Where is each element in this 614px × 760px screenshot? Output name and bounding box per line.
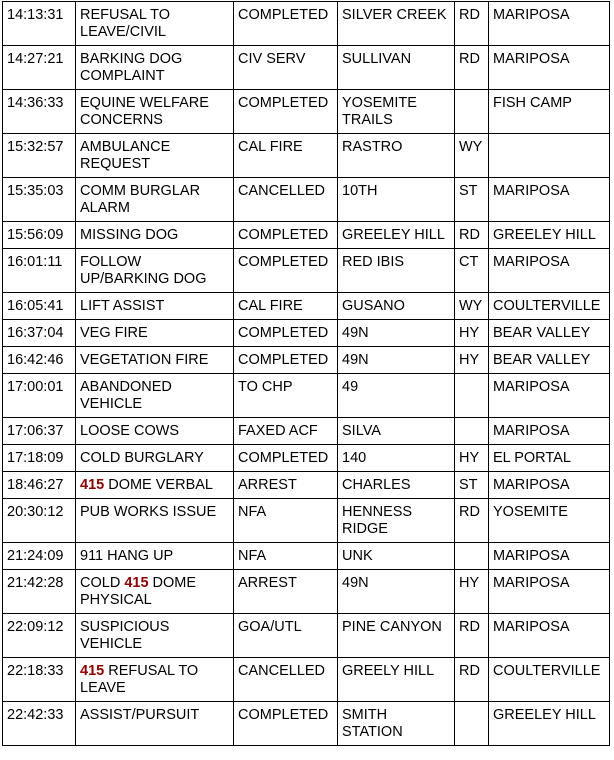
- time-cell: 16:05:41: [3, 293, 76, 320]
- street-cell: GREELEY HILL: [338, 222, 455, 249]
- table-row: [3, 658, 610, 702]
- disposition-cell: NFA: [234, 499, 338, 543]
- street-suffix-cell: ST: [455, 178, 489, 222]
- incident-cell: [76, 472, 234, 499]
- city-cell: MARIPOSA: [489, 614, 610, 658]
- incident-text: PUB WORKS ISSUE: [80, 504, 217, 520]
- disposition-cell: CANCELLED: [234, 178, 338, 222]
- street-suffix-cell: [455, 374, 489, 418]
- city-cell: MARIPOSA: [489, 249, 610, 293]
- time-cell: 15:32:57: [3, 134, 76, 178]
- call-log-body: [3, 2, 610, 746]
- disposition-cell: COMPLETED: [234, 222, 338, 249]
- street-suffix-cell: RD: [455, 658, 489, 702]
- table-row: [3, 46, 610, 90]
- disposition-cell: CAL FIRE: [234, 134, 338, 178]
- incident-cell: [76, 658, 234, 702]
- incident-code: 415: [80, 663, 105, 679]
- street-suffix-cell: [455, 702, 489, 746]
- street-suffix-cell: HY: [455, 570, 489, 614]
- incident-text: AMBULANCE REQUEST: [80, 139, 171, 172]
- incident-text: LOOSE COWS: [80, 423, 180, 439]
- street-suffix-cell: RD: [455, 499, 489, 543]
- time-cell: 22:42:33: [3, 702, 76, 746]
- disposition-cell: GOA/UTL: [234, 614, 338, 658]
- incident-cell: [76, 614, 234, 658]
- incident-cell: [76, 374, 234, 418]
- city-cell: GREELEY HILL: [489, 702, 610, 746]
- disposition-cell: CIV SERV: [234, 46, 338, 90]
- incident-cell: [76, 134, 234, 178]
- street-cell: GUSANO: [338, 293, 455, 320]
- street-suffix-cell: ST: [455, 472, 489, 499]
- incident-text: COMM BURGLAR ALARM: [80, 183, 201, 216]
- time-cell: 17:00:01: [3, 374, 76, 418]
- time-cell: 22:09:12: [3, 614, 76, 658]
- table-row: [3, 418, 610, 445]
- incident-text: DOME VERBAL: [104, 477, 213, 493]
- disposition-cell: COMPLETED: [234, 320, 338, 347]
- disposition-cell: COMPLETED: [234, 2, 338, 46]
- incident-cell: [76, 2, 234, 46]
- table-row: [3, 2, 610, 46]
- street-suffix-cell: HY: [455, 445, 489, 472]
- disposition-cell: FAXED ACF: [234, 418, 338, 445]
- incident-code: 415: [80, 477, 105, 493]
- city-cell: MARIPOSA: [489, 178, 610, 222]
- city-cell: MARIPOSA: [489, 472, 610, 499]
- incident-cell: [76, 418, 234, 445]
- incident-cell: [76, 499, 234, 543]
- city-cell: FISH CAMP: [489, 90, 610, 134]
- incident-text: LIFT ASSIST: [80, 298, 165, 314]
- incident-text: COLD: [80, 575, 125, 591]
- time-cell: 16:42:46: [3, 347, 76, 374]
- disposition-cell: COMPLETED: [234, 347, 338, 374]
- table-row: [3, 374, 610, 418]
- street-suffix-cell: HY: [455, 347, 489, 374]
- incident-code: 415: [124, 575, 149, 591]
- incident-cell: [76, 222, 234, 249]
- incident-cell: [76, 293, 234, 320]
- city-cell: MARIPOSA: [489, 374, 610, 418]
- street-cell: YOSEMITE TRAILS: [338, 90, 455, 134]
- incident-text: EQUINE WELFARE CONCERNS: [80, 95, 209, 128]
- city-cell: MARIPOSA: [489, 2, 610, 46]
- table-row: [3, 134, 610, 178]
- incident-text: COLD BURGLARY: [80, 450, 204, 466]
- incident-text: VEG FIRE: [80, 325, 148, 341]
- incident-cell: [76, 90, 234, 134]
- time-cell: 17:18:09: [3, 445, 76, 472]
- street-suffix-cell: HY: [455, 320, 489, 347]
- city-cell: BEAR VALLEY: [489, 347, 610, 374]
- street-cell: SMITH STATION: [338, 702, 455, 746]
- incident-text: ASSIST/PURSUIT: [80, 707, 200, 723]
- incident-cell: [76, 320, 234, 347]
- incident-cell: [76, 543, 234, 570]
- street-cell: HENNESS RIDGE: [338, 499, 455, 543]
- table-row: [3, 570, 610, 614]
- time-cell: 22:18:33: [3, 658, 76, 702]
- incident-cell: [76, 249, 234, 293]
- table-row: [3, 543, 610, 570]
- street-cell: CHARLES: [338, 472, 455, 499]
- table-row: [3, 499, 610, 543]
- time-cell: 14:36:33: [3, 90, 76, 134]
- table-row: [3, 445, 610, 472]
- incident-cell: [76, 178, 234, 222]
- street-suffix-cell: [455, 543, 489, 570]
- table-row: [3, 472, 610, 499]
- street-suffix-cell: [455, 90, 489, 134]
- incident-text: SUSPICIOUS VEHICLE: [80, 619, 170, 652]
- disposition-cell: CANCELLED: [234, 658, 338, 702]
- street-suffix-cell: RD: [455, 2, 489, 46]
- time-cell: 21:24:09: [3, 543, 76, 570]
- street-suffix-cell: [455, 418, 489, 445]
- street-cell: 10TH: [338, 178, 455, 222]
- incident-cell: [76, 702, 234, 746]
- incident-text: DOME PHYSICAL: [80, 575, 197, 608]
- street-cell: 49N: [338, 320, 455, 347]
- time-cell: 15:35:03: [3, 178, 76, 222]
- table-row: [3, 249, 610, 293]
- time-cell: 15:56:09: [3, 222, 76, 249]
- street-cell: PINE CANYON: [338, 614, 455, 658]
- time-cell: 16:01:11: [3, 249, 76, 293]
- time-cell: 20:30:12: [3, 499, 76, 543]
- call-log-table: [2, 1, 610, 746]
- call-log: [2, 1, 610, 746]
- incident-text: MISSING DOG: [80, 227, 179, 243]
- incident-text: VEGETATION FIRE: [80, 352, 209, 368]
- incident-text: REFUSAL TO LEAVE/CIVIL: [80, 7, 170, 40]
- incident-cell: [76, 46, 234, 90]
- street-cell: RED IBIS: [338, 249, 455, 293]
- disposition-cell: COMPLETED: [234, 90, 338, 134]
- city-cell: MARIPOSA: [489, 46, 610, 90]
- disposition-cell: NFA: [234, 543, 338, 570]
- city-cell: COULTERVILLE: [489, 658, 610, 702]
- time-cell: 18:46:27: [3, 472, 76, 499]
- city-cell: MARIPOSA: [489, 418, 610, 445]
- time-cell: 21:42:28: [3, 570, 76, 614]
- time-cell: 16:37:04: [3, 320, 76, 347]
- street-cell: 140: [338, 445, 455, 472]
- city-cell: MARIPOSA: [489, 543, 610, 570]
- city-cell: EL PORTAL: [489, 445, 610, 472]
- street-cell: UNK: [338, 543, 455, 570]
- disposition-cell: COMPLETED: [234, 445, 338, 472]
- street-cell: 49N: [338, 570, 455, 614]
- street-suffix-cell: WY: [455, 134, 489, 178]
- incident-text: BARKING DOG COMPLAINT: [80, 51, 183, 84]
- street-cell: 49N: [338, 347, 455, 374]
- street-cell: RASTRO: [338, 134, 455, 178]
- street-suffix-cell: RD: [455, 614, 489, 658]
- disposition-cell: CAL FIRE: [234, 293, 338, 320]
- disposition-cell: ARREST: [234, 570, 338, 614]
- incident-text: ABANDONED VEHICLE: [80, 379, 172, 412]
- table-row: [3, 178, 610, 222]
- table-row: [3, 702, 610, 746]
- table-row: [3, 293, 610, 320]
- time-cell: 14:13:31: [3, 2, 76, 46]
- incident-cell: [76, 570, 234, 614]
- city-cell: YOSEMITE: [489, 499, 610, 543]
- table-row: [3, 90, 610, 134]
- city-cell: [489, 134, 610, 178]
- incident-text: REFUSAL TO LEAVE: [80, 663, 199, 696]
- street-cell: 49: [338, 374, 455, 418]
- incident-cell: [76, 445, 234, 472]
- city-cell: GREELEY HILL: [489, 222, 610, 249]
- disposition-cell: COMPLETED: [234, 249, 338, 293]
- street-cell: GREELY HILL: [338, 658, 455, 702]
- time-cell: 14:27:21: [3, 46, 76, 90]
- table-row: [3, 347, 610, 374]
- street-cell: SULLIVAN: [338, 46, 455, 90]
- street-suffix-cell: WY: [455, 293, 489, 320]
- disposition-cell: COMPLETED: [234, 702, 338, 746]
- time-cell: 17:06:37: [3, 418, 76, 445]
- street-suffix-cell: RD: [455, 222, 489, 249]
- table-row: [3, 222, 610, 249]
- street-cell: SILVA: [338, 418, 455, 445]
- street-suffix-cell: CT: [455, 249, 489, 293]
- disposition-cell: TO CHP: [234, 374, 338, 418]
- disposition-cell: ARREST: [234, 472, 338, 499]
- table-row: [3, 614, 610, 658]
- street-cell: SILVER CREEK: [338, 2, 455, 46]
- table-row: [3, 320, 610, 347]
- incident-text: FOLLOW UP/BARKING DOG: [80, 254, 207, 287]
- city-cell: MARIPOSA: [489, 570, 610, 614]
- city-cell: COULTERVILLE: [489, 293, 610, 320]
- incident-text: 911 HANG UP: [80, 548, 174, 564]
- street-suffix-cell: RD: [455, 46, 489, 90]
- city-cell: BEAR VALLEY: [489, 320, 610, 347]
- incident-cell: [76, 347, 234, 374]
